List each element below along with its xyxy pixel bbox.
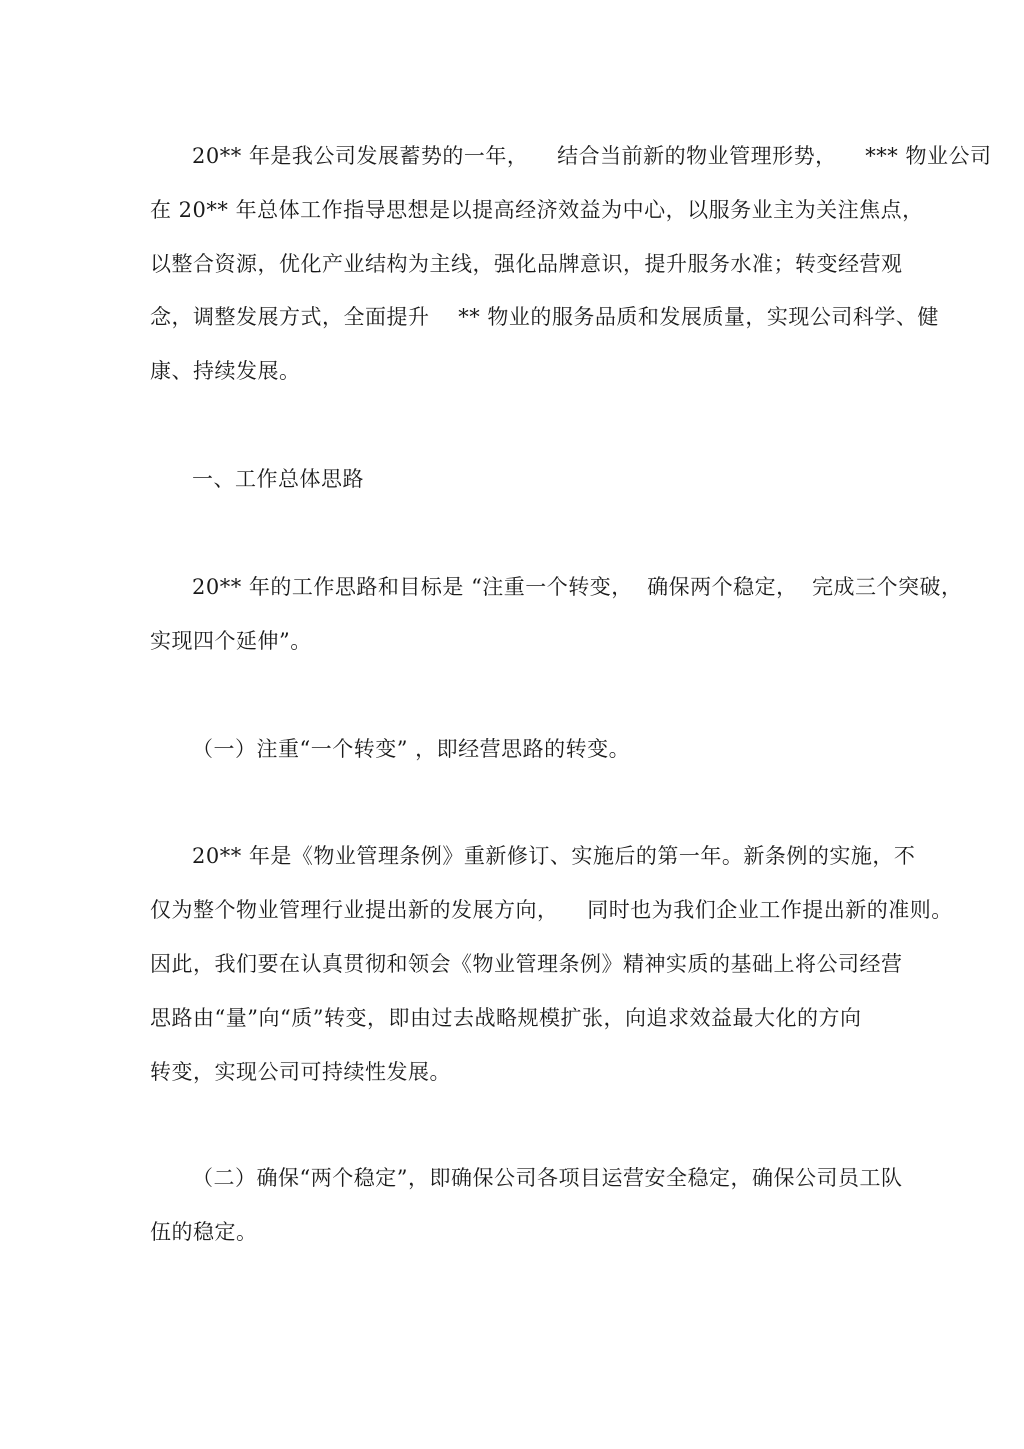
subsection-2-line-1: （二）确保“两个稳定”，即确保公司各项目运营安全稳定，确保公司员工队 (192, 1166, 903, 1190)
intro-line-3: 以整合资源，优化产业结构为主线，强化品牌意识，提升服务水准；转变经营观 (150, 252, 903, 276)
subsection-1-heading: （一）注重“一个转变” ，即经营思路的转变。 (192, 737, 631, 761)
regulation-line-2: 仅为整个物业管理行业提出新的发展方向， 同时也为我们企业工作提出新的准则。 (150, 898, 953, 922)
regulation-line-4: 思路由“量”向“质”转变，即由过去战略规模扩张，向追求效益最大化的方向 (150, 1006, 862, 1030)
regulation-line-5: 转变，实现公司可持续性发展。 (150, 1060, 451, 1084)
regulation-line-3: 因此，我们要在认真贯彻和领会《物业管理条例》精神实质的基础上将公司经营 (150, 952, 903, 976)
section-heading: 一、工作总体思路 (192, 467, 364, 491)
intro-line-1: 20** 年是我公司发展蓄势的一年， 结合当前新的物业管理形势， *** 物业公司 (192, 144, 992, 168)
goals-line-1: 20** 年的工作思路和目标是 “注重一个转变， 确保两个稳定， 完成三个突破， (192, 575, 963, 599)
goals-line-2: 实现四个延伸”。 (150, 629, 312, 653)
regulation-line-1: 20** 年是《物业管理条例》重新修订、实施后的第一年。新条例的实施，不 (192, 844, 916, 868)
intro-line-2: 在 20** 年总体工作指导思想是以提高经济效益为中心，以服务业主为关注焦点， (150, 198, 924, 222)
intro-line-4: 念，调整发展方式，全面提升 ** 物业的服务品质和发展质量，实现公司科学、健 (150, 305, 939, 329)
subsection-2-line-2: 伍的稳定。 (150, 1220, 258, 1244)
intro-line-5: 康、持续发展。 (150, 359, 301, 383)
